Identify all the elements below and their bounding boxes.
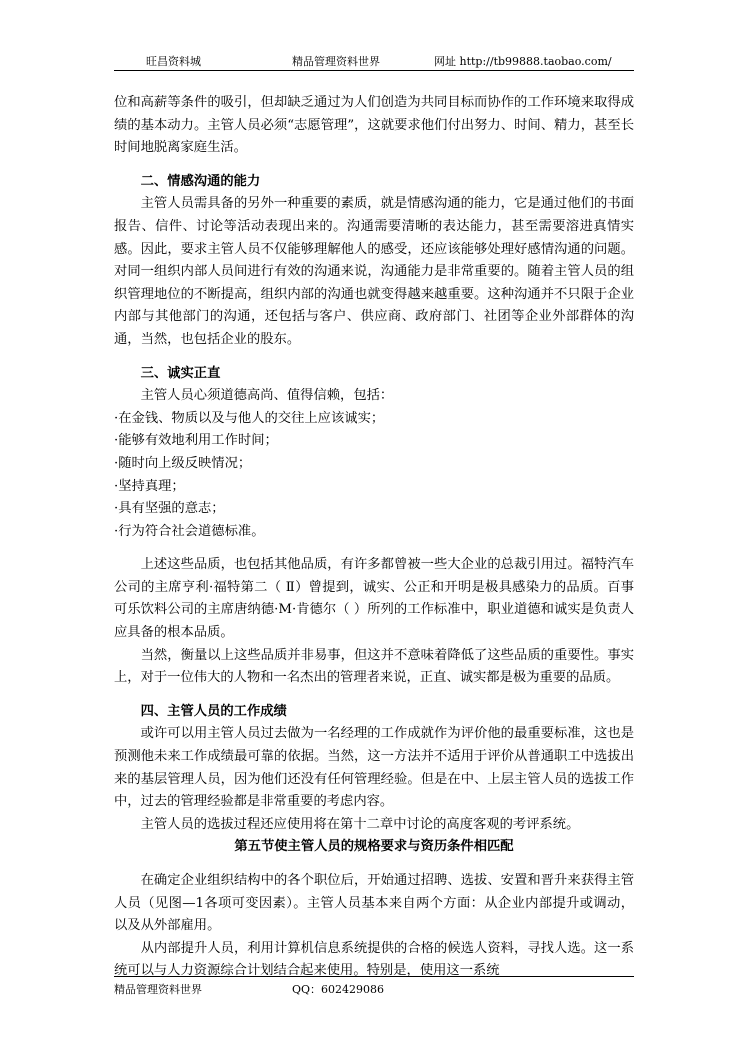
paragraph: 上述这些品质，也包括其他品质，有许多都曾被一些大企业的总裁引用过。福特汽车公司的主席亨利·福特第二（ Ⅱ）曾提到，诚实、公正和开明是极具感染力的品质。百事可乐饮料公司的主席唐纳德·M·肯德尔（ ）所列的工作标准中，职业道德和诚实是负责人应具备的根本品质。 [114, 557, 634, 641]
section-heading: 四、主管人员的工作成绩 [140, 703, 287, 719]
spacer [114, 859, 634, 870]
spacer [114, 543, 634, 554]
footer-qq: QQ：602429086 [292, 983, 385, 996]
paragraph: 主管人员心须道德高尚、值得信赖，包括： [140, 388, 394, 404]
section-heading: 二、情感沟通的能力 [140, 173, 261, 189]
paragraph: 位和高薪等条件的吸引，但却缺乏通过为人们创造为共同目标而协作的工作环境来取得成绩的基本动力。主管人员必须“志愿管理”，这就要求他们付出努力、时间、精力，甚至长时间地脱离家庭生活。 [114, 95, 634, 156]
document-body [114, 92, 634, 983]
list-item: ·行为符合社会道德标准。 [114, 523, 265, 539]
paragraph: 主管人员的选拔过程还应使用将在第十二章中讨论的高度客观的考评系统。 [140, 816, 580, 832]
list-item: ·随时向上级反映情况； [114, 455, 252, 471]
page-header [114, 52, 634, 71]
paragraph: 在确定企业组织结构中的各个职位后，开始通过招聘、选拔、安置和晋升来获得主管人员（见图—1各项可变因素）。主管人员基本来自两个方面：从企业内部提升或调动，以及从外部雇用。 [114, 873, 634, 934]
list-item: ·能够有效地利用工作时间； [114, 433, 278, 449]
paragraph: 主管人员需具备的另外一种重要的素质，就是情感沟通的能力，它是通过他们的书面报告、信件、讨论等活动表现出来的。沟通需要清晰的表达能力，甚至需要溶进真情实感。因此，要求主管人员不仅能够理解他人的感受，还应该能够处理好感情沟通的问题。对同一组织内部人员间进行有效的沟通来说，沟通能力是非常重要的。随着主管人员的组织管理地位的不断提高，组织内部的沟通也就变得越来越重要。这种沟通并不只限于企业内部与其他部门的沟通，还包括与客户、供应商、政府部门、社团等企业外部群体的沟通，当然，也包括企业的股东。 [114, 196, 634, 347]
paragraph: 当然，衡量以上这些品质并非易事，但这并不意味着降低了这些品质的重要性。事实上，对于一位伟大的人物和一名杰出的管理者来说，正直、诚实都是极为重要的品质。 [114, 647, 634, 686]
header-site-name: 旺昌资料城 [146, 55, 201, 68]
list-item: ·坚持真理； [114, 478, 185, 494]
paragraph: 从内部提升人员，利用计算机信息系统提供的合格的候选人资料，寻找人选。这一系统可以与人力资源综合计划结合起来使用。特别是，使用这一系统 [114, 940, 634, 979]
chapter-section-title: 第五节使主管人员的规格要求与资历条件相匹配 [234, 839, 514, 855]
page-footer [114, 976, 634, 996]
paragraph: 或许可以用主管人员过去做为一名经理的工作成就作为评价他的最重要标准，这也是预测他未来工作成绩最可靠的依据。当然，这一方法并不适用于评价从普通职工中选拔出来的基层管理人员，因为他们还没有任何管理经验。但是在中、上层主管人员的选拔工作中，过去的管理经验都是非常重要的考虑内容。 [114, 726, 634, 810]
header-url[interactable]: 网址 http://tb99888.taobao.com/ [434, 55, 612, 68]
header-slogan: 精品管理资料世界 [292, 55, 380, 68]
section-heading: 三、诚实正直 [140, 365, 221, 381]
list-item: ·具有坚强的意志； [114, 501, 225, 517]
list-item: ·在金钱、物质以及与他人的交往上应该诚实； [114, 410, 385, 426]
footer-site-name: 精品管理资料世界 [114, 983, 202, 996]
